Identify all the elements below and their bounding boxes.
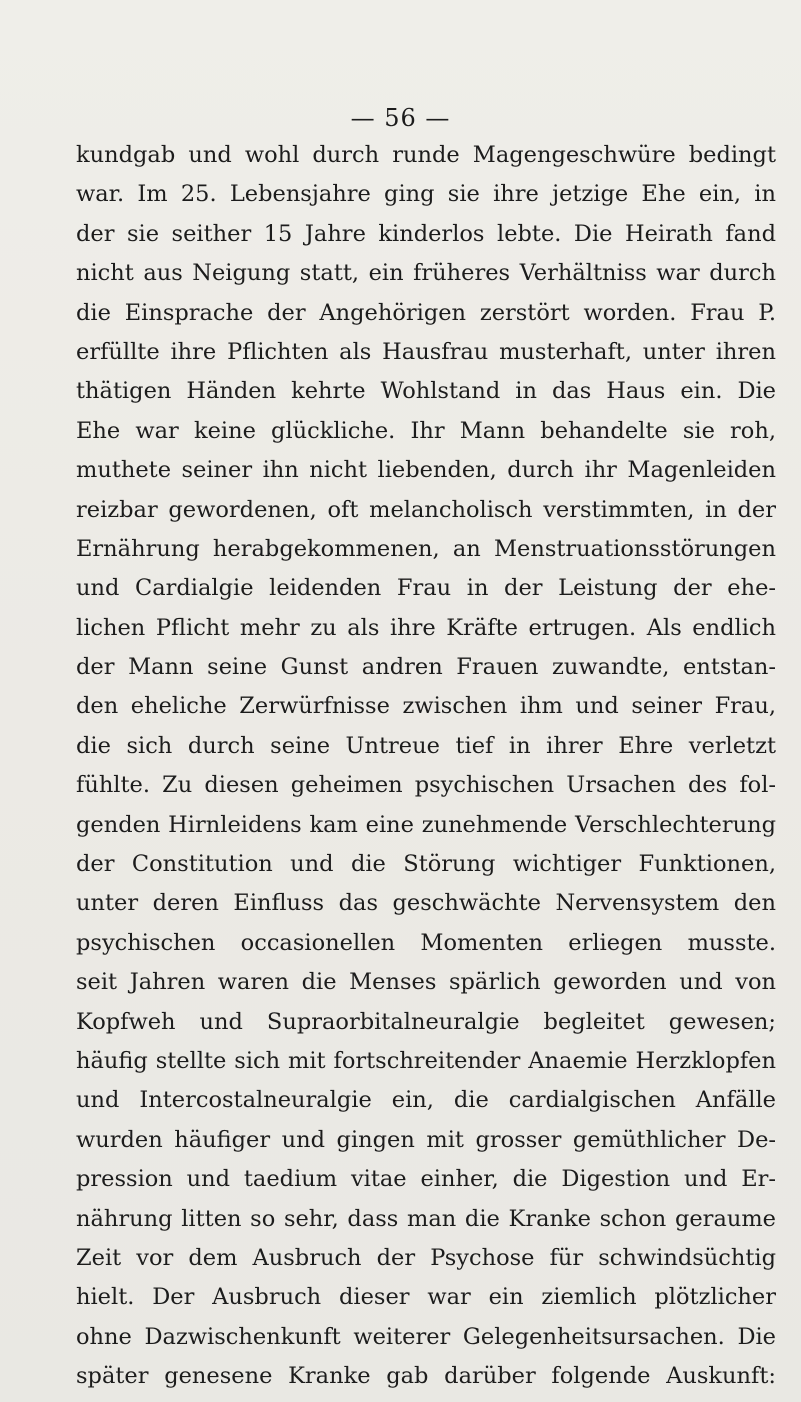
text-line: hielt. Der Ausbruch dieser war ein ziemlich plötzlicher (76, 1284, 776, 1311)
text-line: den eheliche Zerwürfnisse zwischen ihm und seiner Frau, (76, 693, 776, 720)
text-line: lichen Pflicht mehr zu als ihre Kräfte ertrugen. Als endlich (76, 614, 776, 641)
page-number: — 56 — (350, 104, 451, 132)
text-line: kundgab und wohl durch runde Magengeschwüre bedingt (76, 142, 776, 168)
text-line: nicht aus Neigung statt, ein früheres Verhältniss war durch (76, 260, 776, 287)
text-line: pression und taedium vitae einher, die Digestion und Er- (76, 1166, 776, 1193)
text-line: thätigen Händen kehrte Wohlstand in das Haus ein. Die (76, 378, 776, 405)
text-line: nährung litten so sehr, dass man die Kranke schon geraume (76, 1205, 776, 1232)
text-line: unter deren Einfluss das geschwächte Nervensystem den (76, 890, 776, 917)
text-line: Ehe war keine glückliche. Ihr Mann behandelte sie roh, (76, 417, 776, 444)
text-line: die sich durch seine Untreue tief in ihrer Ehre verletzt (76, 732, 776, 759)
text-line: fühlte. Zu diesen geheimen psychischen Ursachen des fol- (76, 772, 776, 799)
text-line: wurden häufiger und gingen mit grosser gemüthlicher De- (76, 1126, 776, 1153)
text-line: seit Jahren waren die Menses spärlich geworden und von (76, 969, 776, 996)
text-line: der Mann seine Gunst andren Frauen zuwandte, entstan- (76, 654, 776, 681)
text-line: häufig stellte sich mit fortschreitender Anaemie Herzklopfen (76, 1047, 776, 1074)
body-text (76, 136, 776, 1402)
text-line: der sie seither 15 Jahre kinderlos lebte. Die Heirath fand (76, 220, 776, 247)
text-line: muthete seiner ihn nicht liebenden, durch ihr Magenleiden (76, 457, 776, 484)
text-line: und Intercostalneuralgie ein, die cardialgischen Anfälle (76, 1087, 776, 1114)
text-line: der Constitution und die Störung wichtiger Funktionen, (76, 851, 776, 878)
text-line: Zeit vor dem Ausbruch der Psychose für schwindsüchtig (76, 1244, 776, 1271)
text-line: später genesene Kranke gab darüber folgende Auskunft: (76, 1363, 776, 1390)
text-line: die Einsprache der Angehörigen zerstört worden. Frau P. (76, 299, 776, 326)
text-line: erfüllte ihre Pflichten als Hausfrau musterhaft, unter ihren (76, 338, 776, 365)
text-line: reizbar gewordenen, oft melancholisch verstimmten, in der (76, 496, 776, 523)
text-line: und Cardialgie leidenden Frau in der Leistung der ehe- (76, 575, 776, 602)
text-line: Ernährung herabgekommenen, an Menstruationsstörungen (76, 535, 776, 562)
text-line: ohne Dazwischenkunft weiterer Gelegenheitsursachen. Die (76, 1323, 776, 1350)
text-line: psychischen occasionellen Momenten erliegen musste. (76, 929, 776, 956)
text-line (76, 1397, 776, 1402)
text-line: genden Hirnleidens kam eine zunehmende Verschlechterung (76, 811, 776, 838)
text-line: war. Im 25. Lebensjahre ging sie ihre jetzige Ehe ein, in (76, 181, 776, 208)
text-line: Kopfweh und Supraorbitalneuralgie begleitet gewesen; (76, 1008, 776, 1035)
